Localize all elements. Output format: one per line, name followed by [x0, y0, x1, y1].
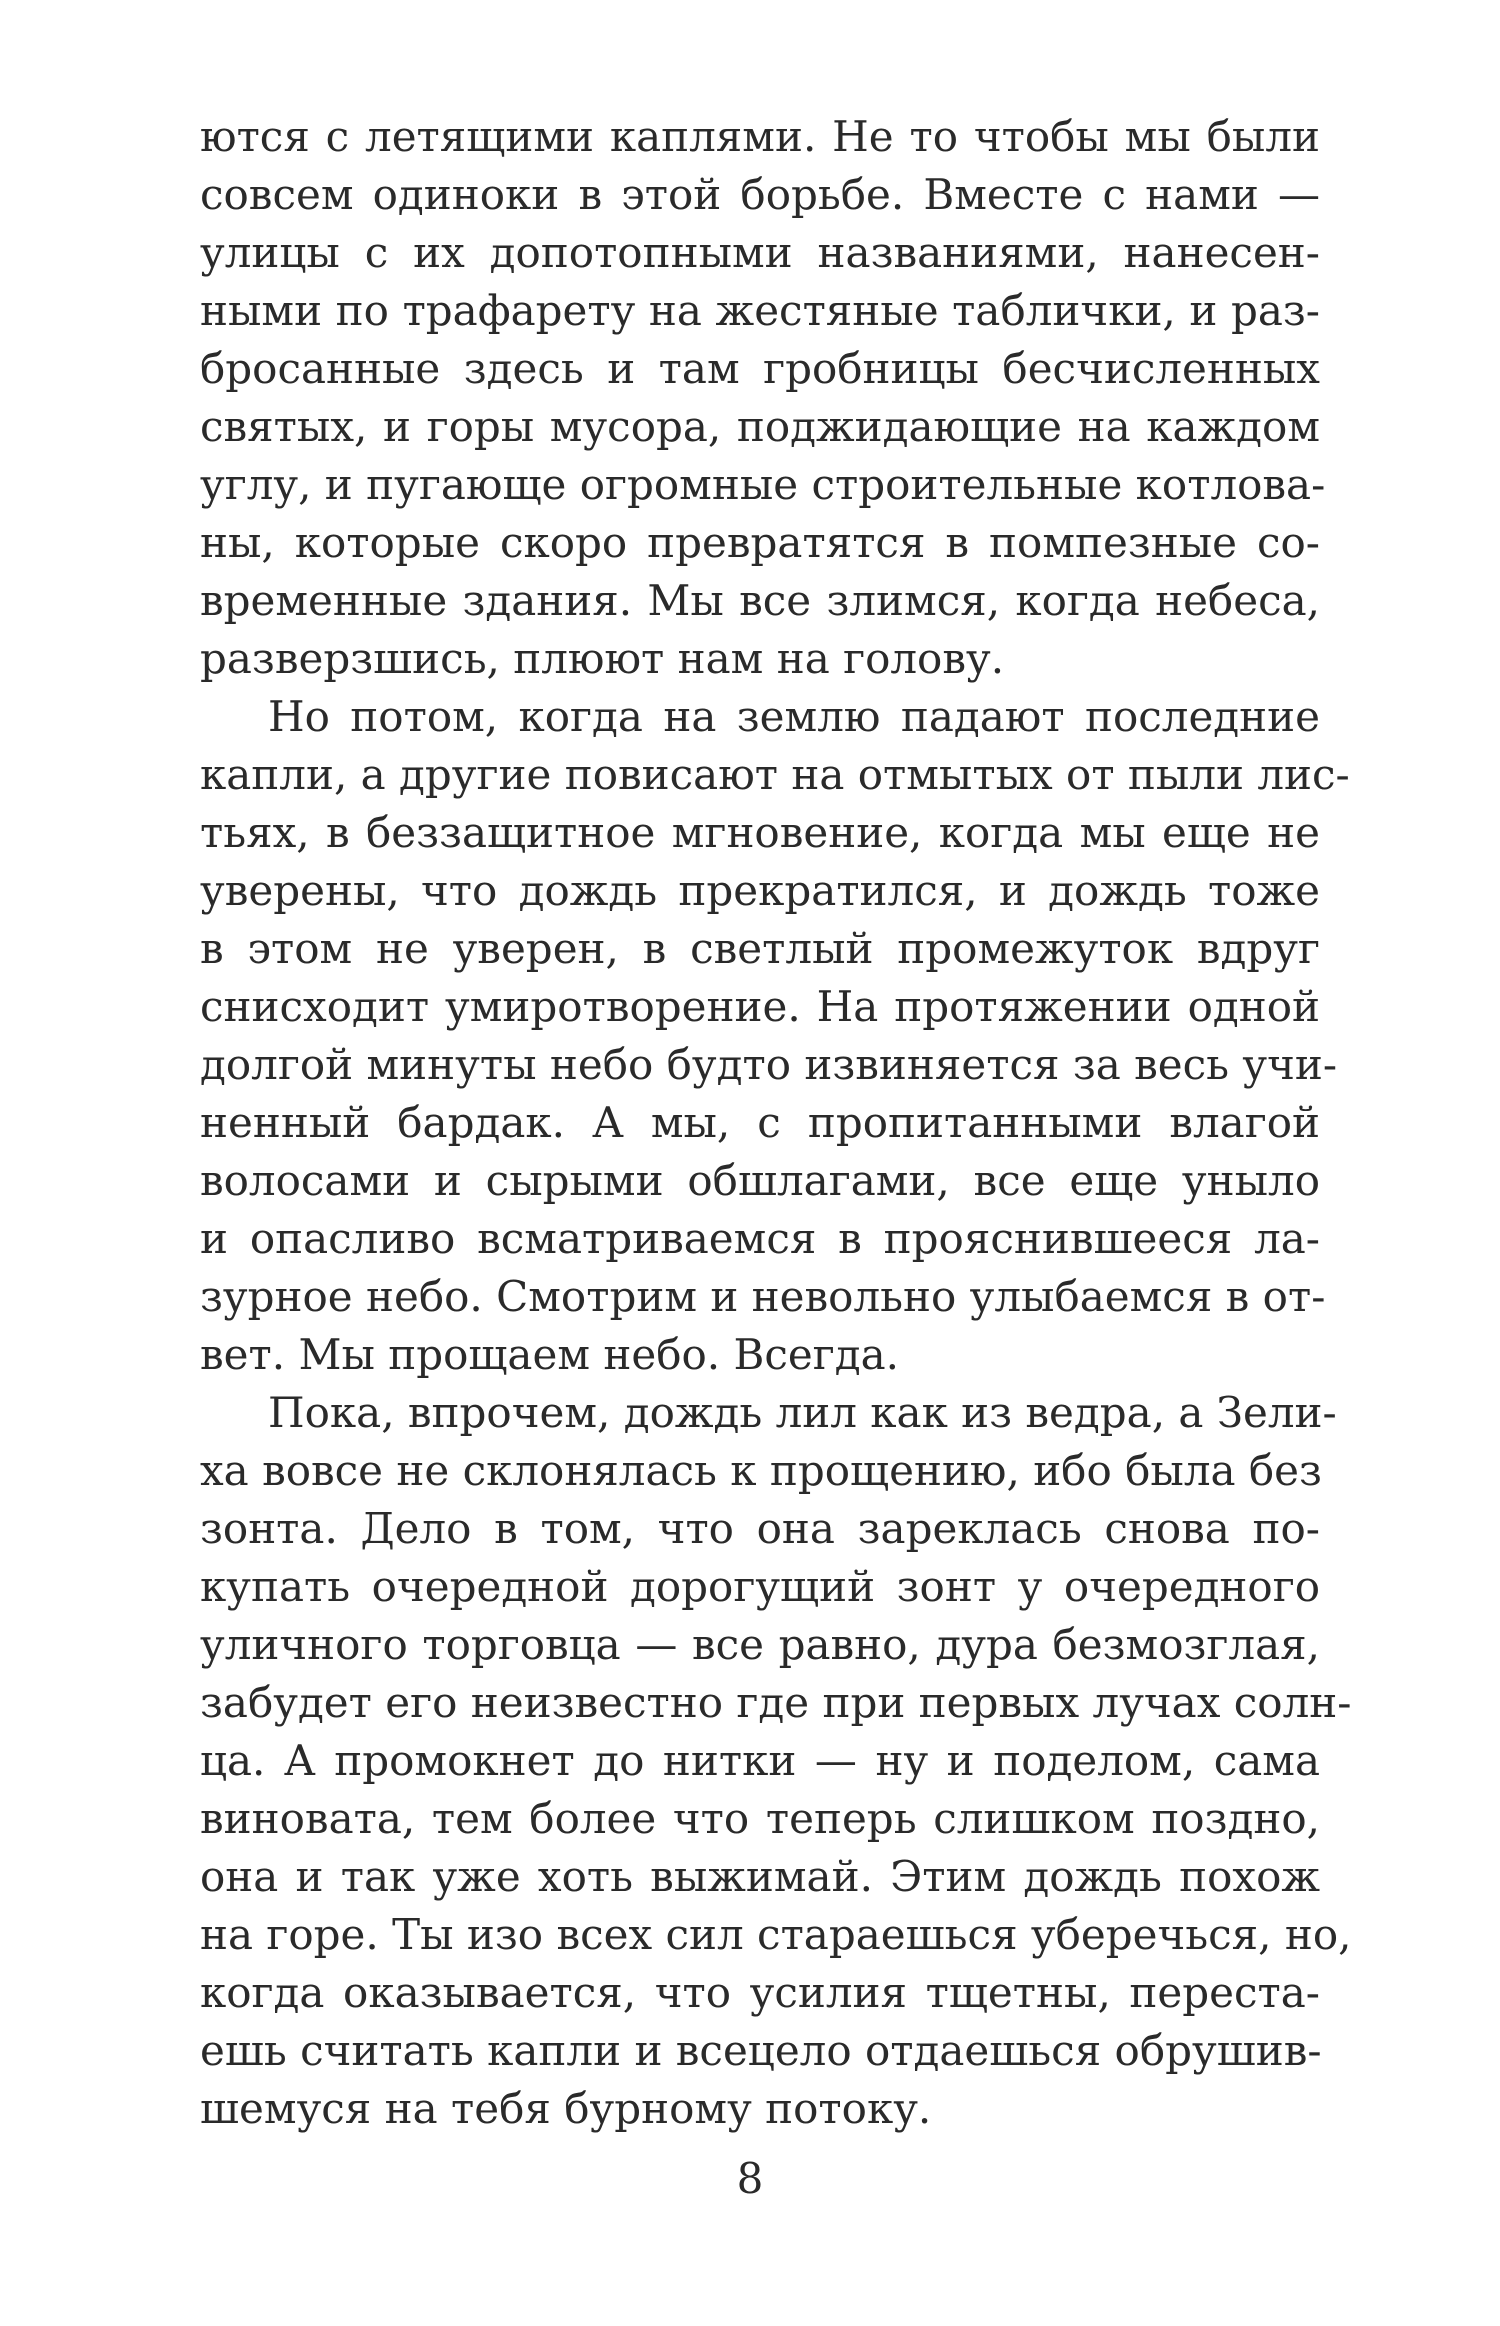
text-line: на горе. Ты изо всех сил стараешься уберечься, но,: [200, 1910, 1352, 1959]
text-line: вет. Мы прощаем небо. Всегда.: [200, 1330, 899, 1379]
body-text: [200, 108, 1352, 2138]
text-line: виновата, тем более что теперь слишком поздно,: [200, 1794, 1320, 1843]
text-line: и опасливо всматриваемся в прояснившееся ла-: [200, 1214, 1320, 1263]
text-line: уличного торговца — все равно, дура безмозглая,: [200, 1620, 1320, 1669]
text-line: Пока, впрочем, дождь лил как из ведра, а Зели-: [268, 1388, 1337, 1437]
text-line: разверзшись, плюют нам на голову.: [200, 634, 1005, 683]
text-line: ются с летящими каплями. Не то чтобы мы были: [200, 112, 1320, 161]
text-line: улицы с их допотопными названиями, нанесен-: [200, 228, 1320, 277]
text-line: она и так уже хоть выжимай. Этим дождь похож: [200, 1852, 1320, 1901]
paragraph-2: [200, 688, 1350, 1384]
text-line: тьях, в беззащитное мгновение, когда мы еще не: [200, 808, 1320, 857]
paragraph-3: [200, 1384, 1352, 2138]
text-line: бросанные здесь и там гробницы бесчисленных: [200, 344, 1320, 393]
text-line: долгой минуты небо будто извиняется за весь учи-: [200, 1040, 1338, 1089]
text-line: ешь считать капли и всецело отдаешься обрушив-: [200, 2026, 1322, 2075]
text-line: ны, которые скоро превратятся в помпезные со-: [200, 518, 1320, 567]
text-line: снисходит умиротворение. На протяжении одной: [200, 982, 1320, 1031]
page-number: 8: [736, 2154, 764, 2203]
text-line: углу, и пугающе огромные строительные котлова-: [200, 460, 1326, 509]
text-line: шемуся на тебя бурному потоку.: [200, 2084, 932, 2133]
text-line: купать очередной дорогущий зонт у очередного: [200, 1562, 1320, 1611]
text-line: волосами и сырыми обшлагами, все еще уныло: [200, 1156, 1320, 1205]
text-line: совсем одиноки в этой борьбе. Вместе с нами —: [200, 170, 1320, 219]
text-line: уверены, что дождь прекратился, и дождь тоже: [200, 866, 1320, 915]
paragraph-1: [200, 108, 1326, 688]
text-line: зурное небо. Смотрим и невольно улыбаемся в от-: [200, 1272, 1326, 1321]
text-line: когда оказывается, что усилия тщетны, переста-: [200, 1968, 1320, 2017]
text-line: временные здания. Мы все злимся, когда небеса,: [200, 576, 1320, 625]
text-line: ными по трафарету на жестяные таблички, и раз-: [200, 286, 1320, 335]
text-line: ца. А промокнет до нитки — ну и поделом, сама: [200, 1736, 1320, 1785]
text-line: святых, и горы мусора, поджидающие на каждом: [200, 402, 1320, 451]
text-line: забудет его неизвестно где при первых лучах солн-: [200, 1678, 1352, 1727]
text-line: Но потом, когда на землю падают последние: [268, 692, 1320, 741]
text-line: капли, а другие повисают на отмытых от пыли лис-: [200, 750, 1350, 799]
text-line: в этом не уверен, в светлый промежуток вдруг: [200, 924, 1320, 973]
text-line: ха вовсе не склонялась к прощению, ибо была без: [200, 1446, 1322, 1495]
text-line: зонта. Дело в том, что она зареклась снова по-: [200, 1504, 1320, 1553]
text-line: ненный бардак. А мы, с пропитанными влагой: [200, 1098, 1320, 1147]
